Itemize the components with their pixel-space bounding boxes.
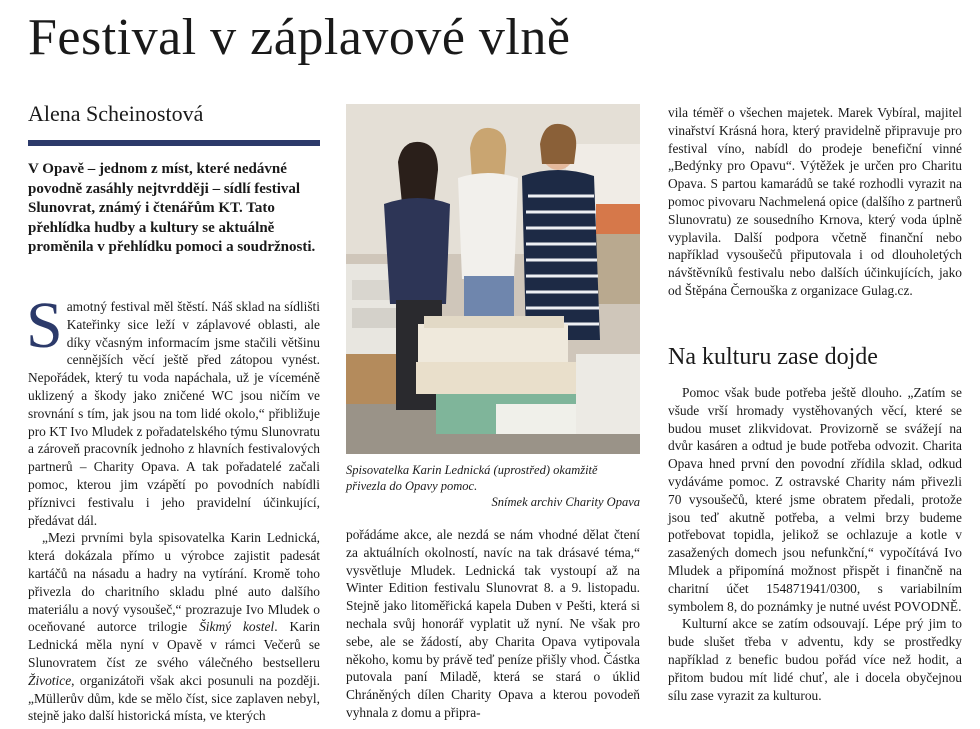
column-2 [346,526,640,722]
author-rule [28,140,320,146]
paragraph-text: , organizátoři však akci posunuli na později. „Müllerův dům, kde se mělo číst, sice zaplaven nebyl, stejně jako další historická místa, ve kterých [28,672,320,724]
photo-illustration [346,104,640,454]
article-author: Alena Scheinostová [28,101,204,126]
caption-text: Spisovatelka Karin Lednická (uprostřed) okamžitě přivezla do Opavy pomoc. [346,463,598,493]
column-3-bottom [668,384,962,704]
photo-credit: Snímek archiv Charity Opava [491,495,640,509]
paragraph-text: amotný festival měl štěstí. Náš sklad na sídlišti Kateřinky sice leží v záplavové oblasti, ale díky včasným informacím jsme stačili většinu cennějších věcí ještě před zátopou vynést. Nepořádek, který tu voda napáchala, už je víceméně uklizený a škody jako zničené WC jsou ničím ve srovnání s tím, jak jsou na tom lidé okolo,“ přibližuje pro KT Ivo Mludek z pořadatelského týmu Slunovratu a zároveň pracovník jednoho z hlavních festivalových partnerů – Charity Opava. A tak pořadatelé začali pomoc, kterou jim vzápětí po povodních nabídli příznivci festivalu i jeho pravidelní účinkující, předávat dál. [28,299,320,528]
photo-caption [346,462,640,510]
paragraph: pořádáme akce, ale nezdá se nám vhodné dělat čtení za aktuálních okolností, navíc na tak drásavé téma,“ vysvětluje Mludek. Lednická tak vystoupí až na Winter Edition festivalu Slunovrat 8. a 9. listopadu. Stejně jako litoměřická kapela Duben v Pešti, která si nechala svůj honorář vyplatit už nyní. Ne však pro sebe, ale se žádostí, aby Charita Opava vytipovala někoho, komu by právě teď peníze přišly vhod. Částka putovala paní Miladě, která se stará o úklid Chráněných dílen Charity Opava a kterou povodeň vyhnala z domu a připra- [346,527,640,720]
section-subhead: Na kulturu zase dojde [668,344,878,370]
paragraph: vila téměř o všechen majetek. Marek Vybíral, majitel vinařství Krásná hora, který pravidelně připravuje pro festival víno, nabídl do prodeje benefiční vinné „Bedýnky pro Opavu“. Výtěžek je určen pro Charitu Opava. S partou kamarádů se také rozhodli vyrazit na pomoc pivovaru Nachmelená opice (dalšího z partnerů Slunovratu) ze sousedního Krnova, který voda úplně vyplavila. Další podpora včetně finanční nebo například vysoušečů připutovala i od dlouholetých návštěvníků festivalu nebo dalších účinkujících, jako od Štěpána Černouška z organizace Gulag.cz. [668,105,962,298]
paragraph: Pomoc však bude potřeba ještě dlouho. „Zatím se všude vrší hromady vystěhovaných věcí, které se budou muset zlikvidovat. Provizorně se svážejí na dvůr kasáren a odtud je bude potřeba odvozit. Charita Opava hned první den povodní zřídila sklad, odkud vydáváme pomoc. Z ostravské Charity nám přivezli 70 vysoušečů, které jsme obratem předali, protože jsou teď akutně potřeba, a velmi brzy budeme potřebovat topidla, jelikož se ochlazuje a kotle v zasažených domech jsou nefunkční,“ vypočítává Ivo Mludek a připomíná možnost přispět i finančně na charitní účet 154871941/0300, s variabilním symbolem 8, do poznámky je nutné uvést POVODNĚ. [668,385,962,614]
article-lead: V Opavě – jednom z míst, které nedávné povodně zasáhly nejtvrdději – sídlí festival Slunovrat, známý i čtenářům KT. Tato přehlídka hudby a kultury se aktuálně proměnila v přehlídku pomoci a soudržnosti. [28,161,316,256]
paragraph: Kulturní akce se zatím odsouvají. Lépe prý jim to bude slušet třeba v adventu, kdy se prostředky například z benefic budou pořád více než hodit, a přitom budou mít lidé chuť, ale i docela obyčejnou sílu zase vyrazit za kulturou. [668,616,962,703]
paragraph [26,289,320,529]
paragraph-text: „Mezi prvními byla spisovatelka Karin Lednická, která dokázala přímo u výrobce zajistit padesát kartáčů na násadu a hadry na vytírání. Kromě toho přivezla do charitního skladu plné auto dalšího materiálu a nový vysoušeč,“ prozrazuje Ivo Mludek o oceňované autorce trilogie [28,530,320,635]
column-1 [26,289,320,725]
paragraph [28,529,320,725]
paragraph-text: . Karin Lednická měla nyní v Opavě v rámci Večerů se Slunovratem číst ze svého válečného bestselleru [28,619,320,670]
drop-cap: S [26,289,63,362]
article-headline: Festival v záplavové vlně [28,9,571,66]
article-photo [346,104,640,454]
column-3-top [668,104,962,300]
book-title: Šikmý kostel [199,619,275,635]
book-title: Životice [28,672,72,688]
